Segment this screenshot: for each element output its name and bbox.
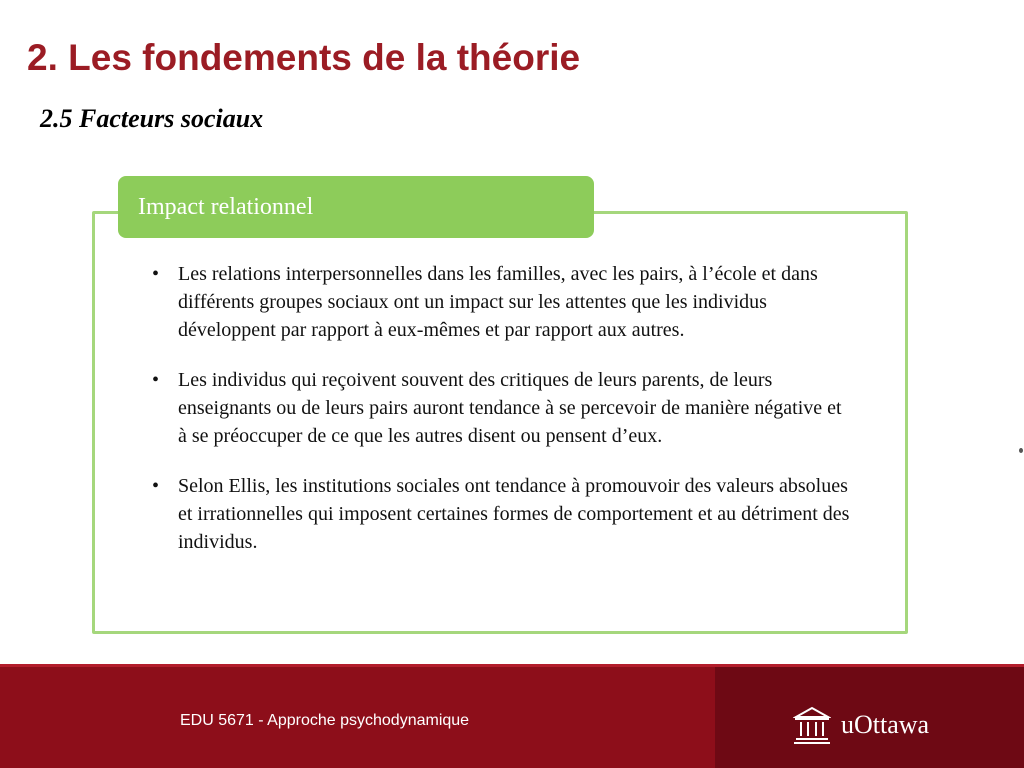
bullet-item: • Les individus qui reçoivent souvent des critiques de leurs parents, de leurs enseignants ou de leurs pairs auront tendance à se percevoir de manière négative et à se préoccuper de ce que les autres disent ou pensent d’eux. — [152, 366, 852, 450]
university-building-icon — [793, 705, 831, 745]
slide-title: 2. Les fondements de la théorie — [27, 37, 581, 78]
uottawa-logo — [793, 705, 929, 745]
bullet-item: • Les relations interpersonnelles dans les familles, avec les pairs, à l’école et dans différents groupes sociaux ont un impact sur les attentes que les individus développent par rapport à eux-mêmes et par rapport aux autres. — [152, 260, 852, 344]
slide-subtitle: 2.5 Facteurs sociaux — [40, 104, 264, 133]
edge-dot — [1019, 448, 1023, 453]
bullet-item: • Selon Ellis, les institutions sociales ont tendance à promouvoir des valeurs absolues et irrationnelles qui imposent certaines formes de comportement et au détriment des individus. — [152, 472, 852, 556]
bullet-list — [152, 260, 852, 578]
section-heading-tab: Impact relationnel — [118, 176, 594, 238]
course-label: EDU 5671 - Approche psychodynamique — [180, 712, 470, 729]
logo-text: uOttawa — [841, 710, 930, 739]
footer-bar — [0, 664, 1024, 768]
footer-logo-panel — [715, 667, 1024, 768]
